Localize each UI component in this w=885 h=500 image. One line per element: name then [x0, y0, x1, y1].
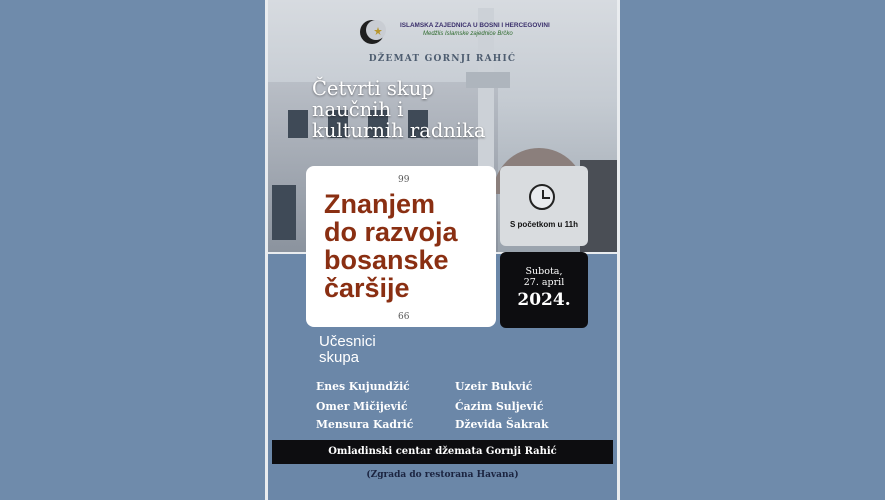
- organization-subname: Medžlis Islamske zajednice Brčko: [423, 31, 513, 37]
- title-line: čaršije: [324, 273, 410, 303]
- event-day: Subota,: [525, 266, 563, 277]
- dzemat-name: DŽEMAT GORNJI RAHIĆ: [368, 54, 517, 64]
- participants-heading-line: Učesnici: [319, 333, 376, 350]
- venue-bar: [272, 440, 613, 464]
- title-card: [306, 166, 496, 327]
- title-line: Znanjem: [324, 189, 436, 219]
- title-line: do razvoja: [324, 217, 458, 247]
- start-time: S početkom u 11h: [509, 220, 579, 229]
- participant-name: Ćazim Suljević: [455, 400, 544, 413]
- venue-note: (Zgrada do restorana Havana): [366, 470, 519, 480]
- title-line: bosanske: [324, 245, 449, 275]
- event-poster: [265, 0, 620, 500]
- quote-close: 66: [398, 312, 410, 322]
- subtitle-line: kulturnih radnika: [312, 119, 486, 142]
- window-shape: [272, 185, 296, 240]
- window-shape: [288, 110, 308, 138]
- clock-icon: [529, 184, 555, 210]
- participant-name: Dževida Šakrak: [455, 418, 549, 431]
- participant-name: Omer Mičijević: [316, 400, 408, 413]
- participant-name: Mensura Kadrić: [316, 418, 414, 431]
- time-card: [500, 166, 588, 246]
- participants-heading: [319, 334, 419, 366]
- event-title: [324, 190, 494, 302]
- participant-name: Uzeir Bukvić: [455, 380, 533, 393]
- date-card: [500, 252, 588, 328]
- quote-open: 99: [398, 175, 410, 185]
- event-year: 2024.: [517, 290, 571, 310]
- participants-heading-line: skupa: [319, 349, 360, 366]
- organization-name: ISLAMSKA ZAJEDNICA U BOSNI I HERCEGOVINI: [400, 22, 550, 29]
- event-date: 27. april: [523, 277, 565, 288]
- venue-name: Omladinski centar džemata Gornji Rahić: [328, 446, 557, 457]
- subtitle-line: Četvrti skup: [312, 77, 434, 100]
- subtitle-line: naučnih i: [312, 98, 404, 121]
- participant-name: Enes Kujundžić: [316, 380, 410, 393]
- crescent-logo-icon: [358, 18, 386, 46]
- event-subtitle: [312, 78, 542, 141]
